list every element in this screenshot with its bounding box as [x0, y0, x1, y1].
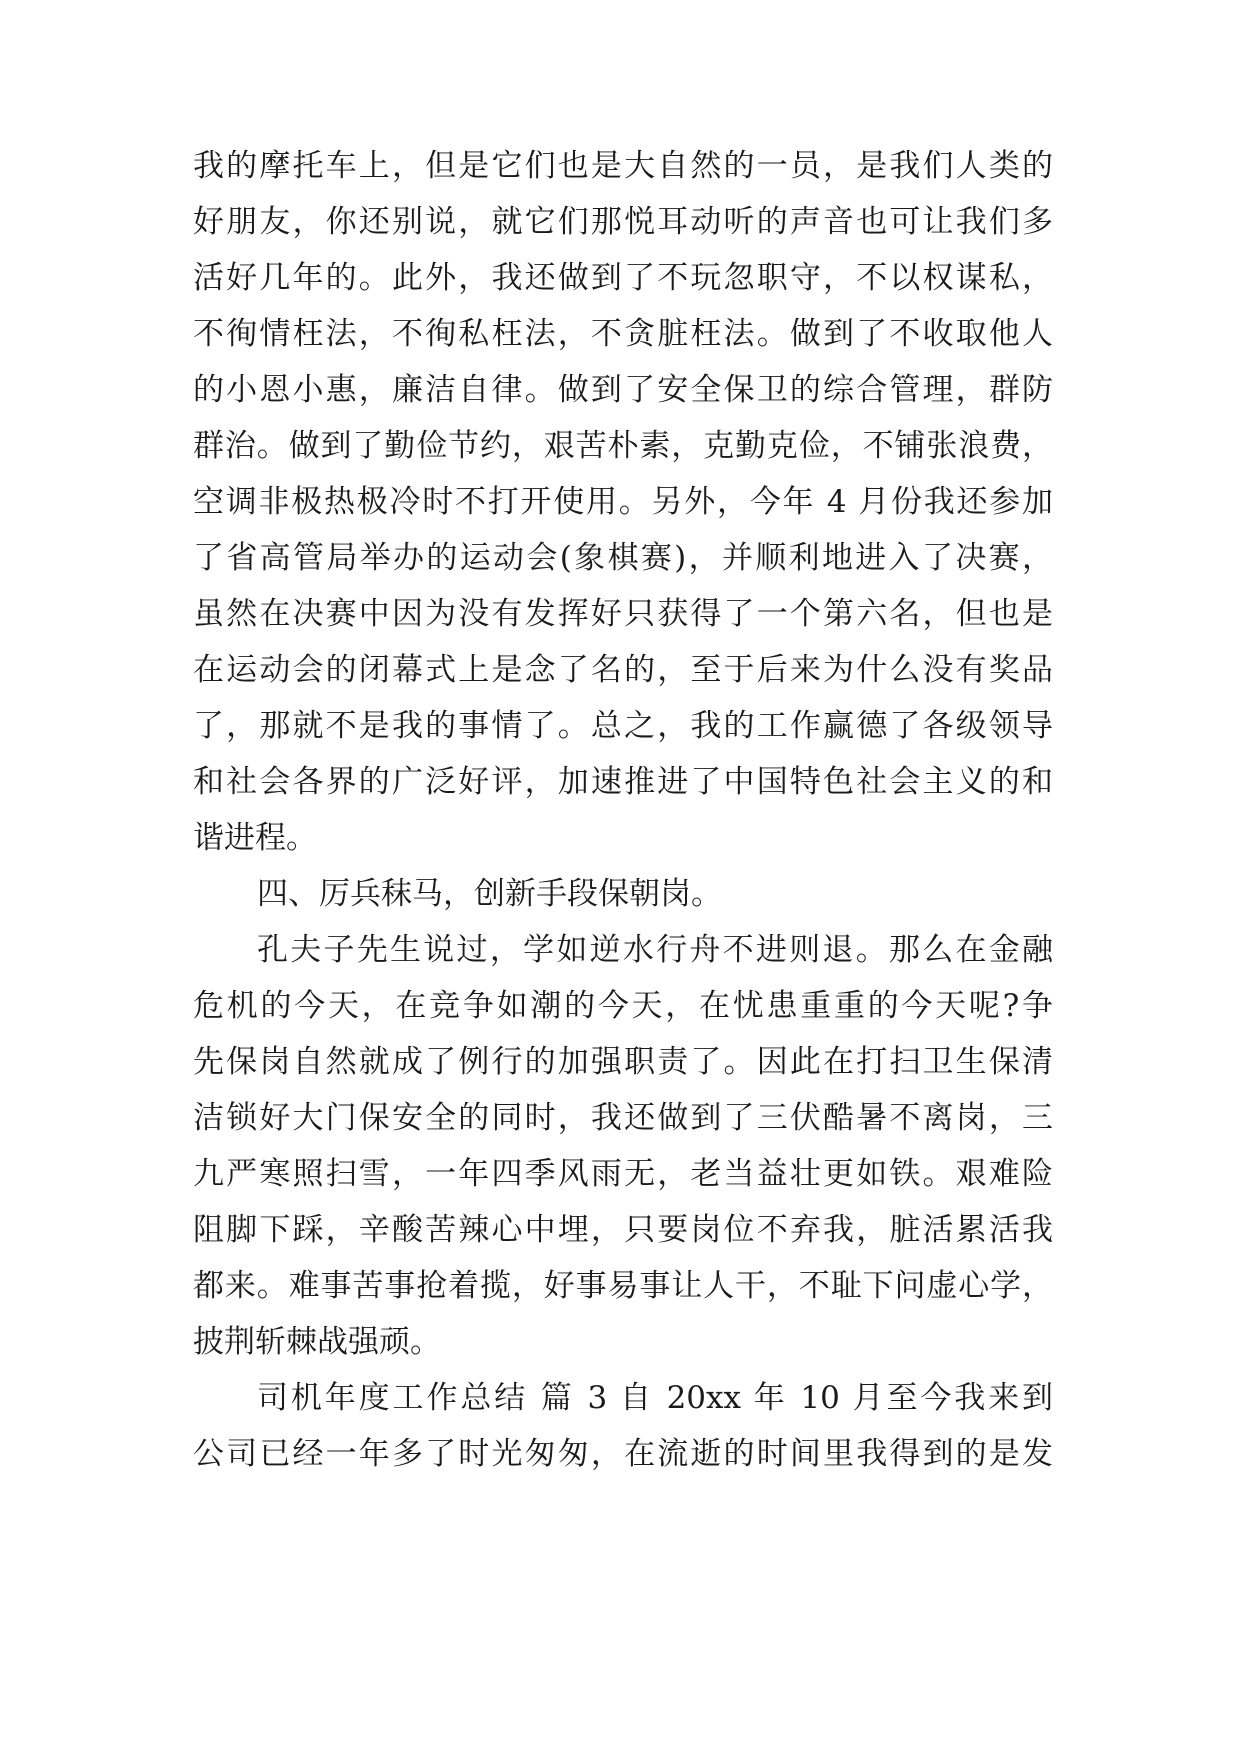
text-line: 谐进程。 — [193, 820, 317, 856]
text-line: 危机的今天，在竞争如潮的今天，在忧患重重的今天呢?争 — [193, 988, 1053, 1024]
text-line: 都来。难事苦事抢着揽，好事易事让人干，不耻下问虚心学， — [193, 1268, 1053, 1304]
section-heading: 四、厉兵秣马，创新手段保朝岗。 — [257, 876, 722, 912]
text-line: 洁锁好大门保安全的同时，我还做到了三伏酷暑不离岗，三 — [193, 1100, 1053, 1136]
text-line: 和社会各界的广泛好评，加速推进了中国特色社会主义的和 — [193, 764, 1053, 800]
text-line: 司机年度工作总结 篇 3 自 20xx 年 10 月至今我来到 — [257, 1380, 1053, 1416]
text-line: 在运动会的闭幕式上是念了名的，至于后来为什么没有奖品 — [193, 652, 1053, 688]
text-line: 不徇情枉法，不徇私枉法，不贪脏枉法。做到了不收取他人 — [193, 316, 1053, 352]
text-line: 了，那就不是我的事情了。总之，我的工作赢德了各级领导 — [193, 708, 1053, 744]
text-line: 群治。做到了勤俭节约，艰苦朴素，克勤克俭，不铺张浪费， — [193, 428, 1053, 464]
text-line: 孔夫子先生说过，学如逆水行舟不进则退。那么在金融 — [257, 932, 1053, 968]
text-line: 虽然在决赛中因为没有发挥好只获得了一个第六名，但也是 — [193, 596, 1053, 632]
text-line: 公司已经一年多了时光匆匆，在流逝的时间里我得到的是发 — [193, 1436, 1053, 1472]
text-line: 好朋友，你还别说，就它们那悦耳动听的声音也可让我们多 — [193, 204, 1053, 240]
text-line: 活好几年的。此外，我还做到了不玩忽职守，不以权谋私， — [193, 260, 1053, 296]
text-line: 空调非极热极冷时不打开使用。另外，今年 4 月份我还参加 — [193, 484, 1053, 520]
text-line: 了省高管局举办的运动会(象棋赛)，并顺利地进入了决赛， — [193, 540, 1053, 576]
text-line: 先保岗自然就成了例行的加强职责了。因此在打扫卫生保清 — [193, 1044, 1053, 1080]
text-line: 我的摩托车上，但是它们也是大自然的一员，是我们人类的 — [193, 148, 1053, 184]
text-line: 阻脚下踩，辛酸苦辣心中埋，只要岗位不弃我，脏活累活我 — [193, 1212, 1053, 1248]
text-line: 的小恩小惠，廉洁自律。做到了安全保卫的综合管理，群防 — [193, 372, 1053, 408]
text-line: 九严寒照扫雪，一年四季风雨无，老当益壮更如铁。艰难险 — [193, 1156, 1053, 1192]
text-line: 披荆斩棘战强顽。 — [193, 1324, 441, 1360]
